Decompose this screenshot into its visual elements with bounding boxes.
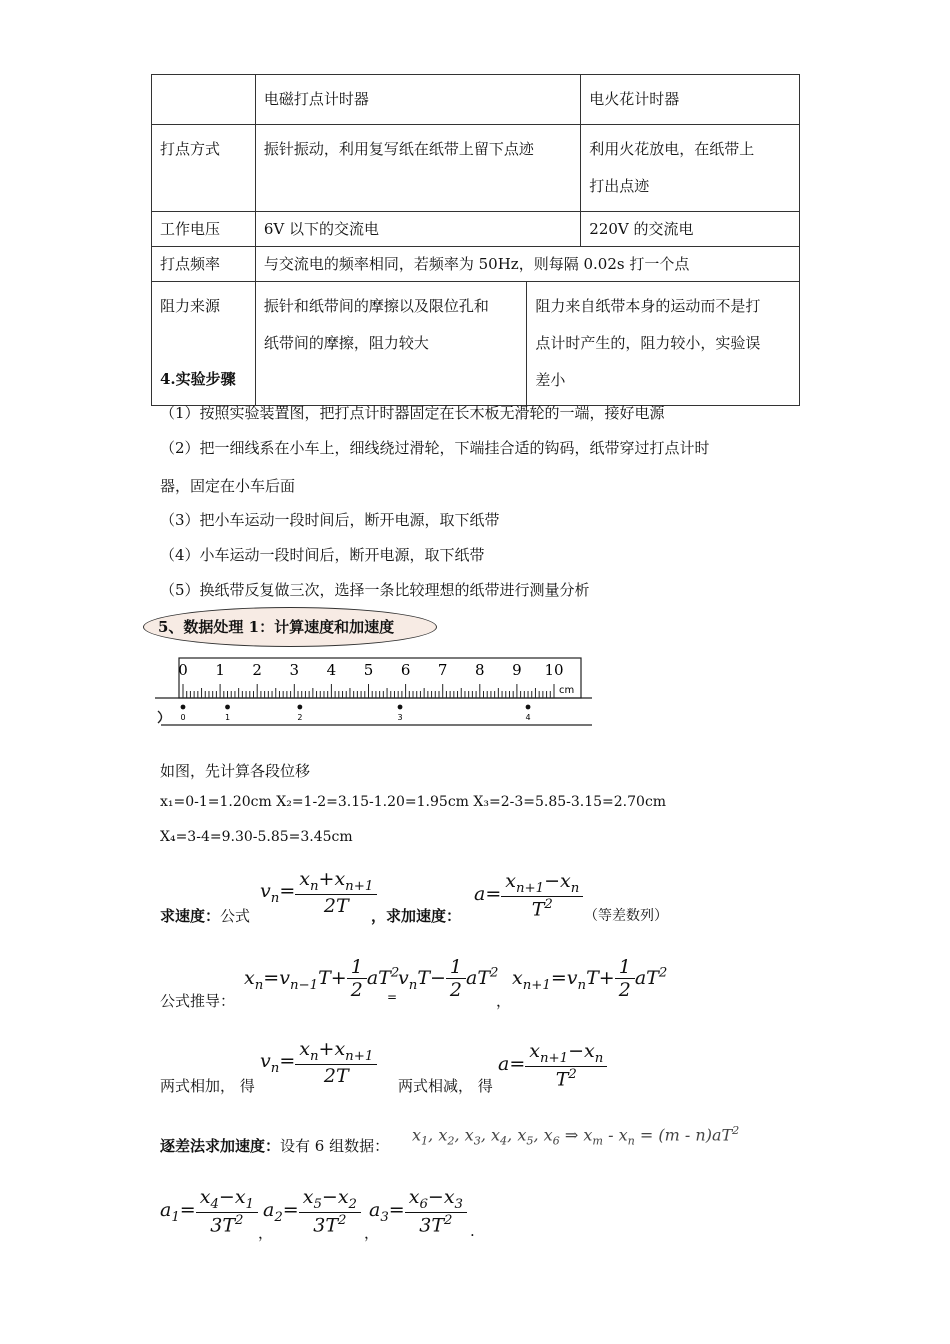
tape-point-label: 2: [297, 713, 303, 722]
accel-label: ，求加速度：: [371, 907, 462, 925]
period: .: [470, 1222, 475, 1240]
ruler-label: 0: [178, 661, 188, 679]
comma: ，: [364, 1224, 380, 1242]
step-4: （4）小车运动一段时间后，断开电源，取下纸带: [160, 546, 485, 564]
table-cell: 利用火花放电，在纸带上 打出点迹: [581, 125, 800, 212]
row-label: 工作电压: [152, 212, 256, 247]
derivation-formula-3: $x_{n+1}=v_nT+$ $\frac{1}{2}$ $aT^2$: [512, 956, 668, 1001]
ruler-label: 5: [363, 661, 374, 679]
table-row: [152, 282, 800, 406]
speed-label: 求速度：公式: [160, 907, 251, 925]
tape-point-label: 3: [397, 713, 403, 722]
tape-point: [225, 705, 230, 710]
tape-point: [297, 705, 302, 710]
table-header-cell: 电火花计时器: [581, 75, 800, 125]
ruler-label: 10: [544, 661, 564, 679]
step-2: （2）把一细线系在小车上，细线绕过滑轮，下端挂合适的钩码，纸带穿过打点计时: [160, 439, 710, 457]
table-cell: 阻力来自纸带本身的运动而不是打 点计时产生的，阻力较小，实验误 差小: [527, 282, 800, 406]
equals-sign: =: [387, 990, 398, 1004]
step-2-continued: 器，固定在小车后面: [160, 477, 296, 495]
a2-formula: $a_2=$ $\frac{x_5-x_2}{3T^2}$: [263, 1186, 361, 1236]
successive-difference-formula: $x_1$, $x_2$, $x_3$, $x_4$, $x_5$, $x_6$ ⇒ $x_m - x_n = (m - n)aT^2$: [412, 1124, 740, 1148]
derivation-formula-2: $v_nT-$ $\frac{1}{2}$ $aT^2$: [398, 956, 499, 1001]
table-cell: 与交流电的频率相同，若频率为 50Hz，则每隔 0.02s 打一个点: [255, 247, 799, 282]
table-cell: 振针振动，利用复写纸在纸带上留下点迹: [255, 125, 580, 212]
ruler-label: 3: [289, 661, 300, 679]
accel-formula: a= $\frac{x_{n+1}-x_n}{T^2}$: [474, 870, 583, 920]
subtract-result-formula: a= $\frac{x_{n+1}-x_n}{T^2}$: [498, 1040, 607, 1090]
intro-text: 如图，先计算各段位移: [160, 762, 311, 780]
subtract-label: 两式相减， 得: [398, 1077, 493, 1095]
table-cell: 6V 以下的交流电: [255, 212, 580, 247]
speed-formula: $v_n=$ $\frac{x_n+x_{n+1}}{2T}$: [260, 868, 377, 917]
displacement-line-2: X₄=3-4=9.30-5.85=3.45cm: [160, 829, 353, 845]
row-label: 阻力来源: [152, 282, 256, 406]
comma: ，: [258, 1224, 274, 1242]
tape-point-label: 0: [180, 713, 186, 722]
ruler-unit: cm: [559, 685, 575, 696]
displacement-line-1: x₁=0-1=1.20cm X₂=1-2=3.15-1.20=1.95cm X₃=2-3=5.85-3.15=2.70cm: [160, 794, 667, 810]
timer-comparison-table: [151, 74, 800, 406]
ruler-label: 1: [215, 661, 225, 679]
ruler-label: 4: [326, 661, 337, 679]
table-row: [152, 247, 800, 282]
tape-curl: [158, 711, 162, 723]
derivation-label: 公式推导：: [160, 992, 236, 1010]
tape-point: [398, 705, 403, 710]
table-cell: [152, 75, 256, 125]
ruler-label: 9: [512, 661, 522, 679]
a1-formula: $a_1=$ $\frac{x_4-x_1}{3T^2}$: [160, 1186, 258, 1236]
row-label: 打点频率: [152, 247, 256, 282]
tape-point: [526, 705, 531, 710]
ruler-label: 6: [400, 661, 411, 679]
tape-point-label: 4: [525, 713, 531, 722]
row-label: 打点方式: [152, 125, 256, 212]
table-cell: 220V 的交流电: [581, 212, 800, 247]
ruler-label: 2: [252, 661, 262, 679]
successive-difference-label: 逐差法求加速度：设有 6 组数据：: [160, 1137, 390, 1155]
table-row: [152, 75, 800, 125]
table-row: [152, 125, 800, 212]
ruler-figure: [155, 656, 595, 728]
derivation-formula-1: $x_n=v_{n-1}T+$ $\frac{1}{2}$ $aT^2$: [244, 956, 400, 1001]
arithmetic-note: （等差数列）: [584, 908, 668, 924]
ruler-label: 7: [437, 661, 448, 679]
step-3: （3）把小车运动一段时间后，断开电源，取下纸带: [160, 511, 500, 529]
ruler-label: 8: [475, 661, 485, 679]
step-1: （1）按照实验装置图，把打点计时器固定在长木板无滑轮的一端，接好电源: [160, 404, 665, 422]
section-title: 5、数据处理 1：计算速度和加速度: [158, 618, 395, 636]
table-row: [152, 212, 800, 247]
step-5: （5）换纸带反复做三次，选择一条比较理想的纸带进行测量分析: [160, 581, 590, 599]
comma: ，: [496, 992, 512, 1010]
add-result-formula: $v_n=$ $\frac{x_n+x_{n+1}}{2T}$: [260, 1038, 377, 1087]
a3-formula: $a_3=$ $\frac{x_6-x_3}{3T^2}$: [369, 1186, 467, 1236]
steps-heading: 4.实验步骤: [160, 370, 236, 388]
table-header-cell: 电磁打点计时器: [255, 75, 580, 125]
table-cell: 振针和纸带间的摩擦以及限位孔和 纸带间的摩擦，阻力较大: [255, 282, 527, 406]
add-label: 两式相加， 得: [160, 1077, 255, 1095]
tape-point-label: 1: [224, 713, 231, 722]
tape-point: [181, 705, 186, 710]
